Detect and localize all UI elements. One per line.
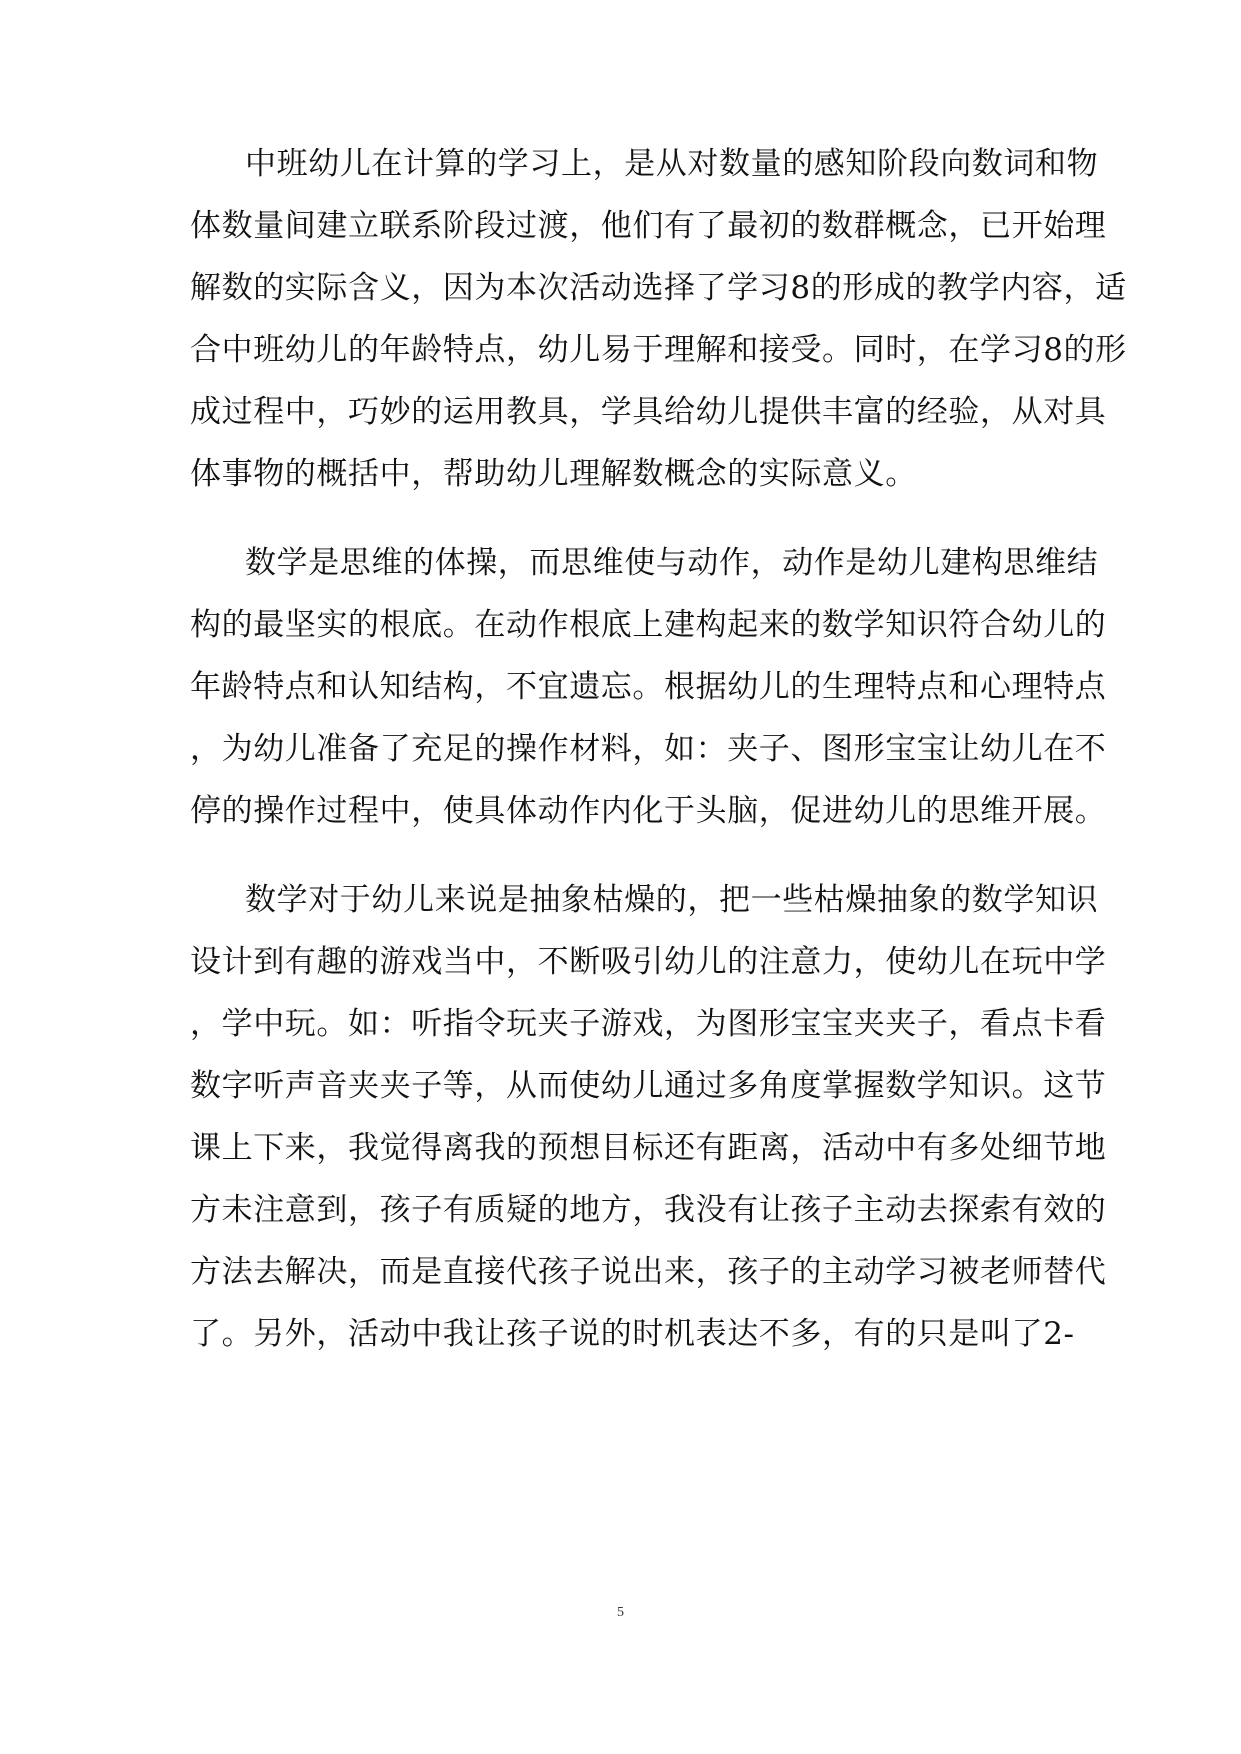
paragraph-1-line-6: 体事物的概括中，帮助幼儿理解数概念的实际意义。 <box>190 456 917 492</box>
paragraph-2-line-2: 构的最坚实的根底。在动作根底上建构起来的数学知识符合幼儿的 <box>190 607 1107 643</box>
paragraph-3-line-4: 数字听声音夹夹子等，从而使幼儿通过多角度掌握数学知识。这节 <box>190 1068 1107 1104</box>
paragraph-2-line-4: ，为幼儿准备了充足的操作材料，如：夹子、图形宝宝让幼儿在不 <box>190 731 1107 767</box>
paragraph-3-line-1: 数学对于幼儿来说是抽象枯燥的，把一些枯燥抽象的数学知识 <box>245 882 1099 918</box>
paragraph-2-line-5: 停的操作过程中，使具体动作内化于头脑，促进幼儿的思维开展。 <box>190 793 1107 829</box>
paragraph-3-line-7: 方法去解决，而是直接代孩子说出来，孩子的主动学习被老师替代 <box>190 1254 1107 1290</box>
paragraph-1-line-2: 体数量间建立联系阶段过渡，他们有了最初的数群概念，已开始理 <box>190 208 1107 244</box>
paragraph-3-line-6: 方未注意到，孩子有质疑的地方，我没有让孩子主动去探索有效的 <box>190 1192 1107 1228</box>
paragraph-1-line-4: 合中班幼儿的年龄特点，幼儿易于理解和接受。同时，在学习8的形 <box>190 332 1127 368</box>
paragraph-1-line-1: 中班幼儿在计算的学习上，是从对数量的感知阶段向数词和物 <box>245 146 1099 182</box>
paragraph-2-line-3: 年龄特点和认知结构，不宜遗忘。根据幼儿的生理特点和心理特点 <box>190 669 1107 705</box>
paragraph-3-line-3: ，学中玩。如：听指令玩夹子游戏，为图形宝宝夹夹子，看点卡看 <box>190 1006 1107 1042</box>
paragraph-2-line-1: 数学是思维的体操，而思维使与动作，动作是幼儿建构思维结 <box>245 545 1099 581</box>
paragraph-1-line-5: 成过程中，巧妙的运用教具，学具给幼儿提供丰富的经验，从对具 <box>190 394 1107 430</box>
page-number: 5 <box>617 1605 624 1620</box>
paragraph-3-line-5: 课上下来，我觉得离我的预想目标还有距离，活动中有多处细节地 <box>190 1130 1107 1166</box>
paragraph-1-line-3: 解数的实际含义，因为本次活动选择了学习8的形成的教学内容，适 <box>190 270 1127 306</box>
paragraph-3-line-2: 设计到有趣的游戏当中，不断吸引幼儿的注意力，使幼儿在玩中学 <box>190 944 1107 980</box>
paragraph-3-line-8: 了。另外，活动中我让孩子说的时机表达不多，有的只是叫了2- <box>190 1316 1075 1352</box>
